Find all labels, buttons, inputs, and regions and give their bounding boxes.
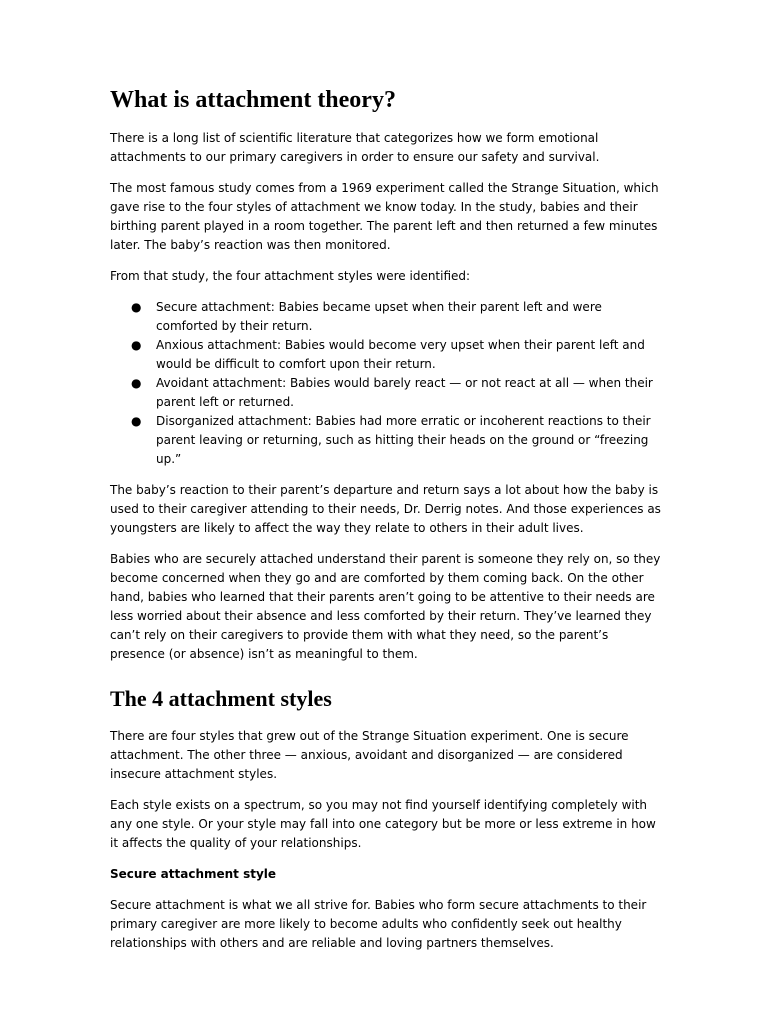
paragraph: There are four styles that grew out of the Strange Situation experiment. One is secure attachment. The other three — anxious, avoidant and disorganized — are considered insecure attachment styles. [110,729,629,781]
list-item [110,374,662,412]
paragraph: There is a long list of scientific literature that categorizes how we form emotional attachments to our primary caregivers in order to ensure our safety and survival. [110,131,600,164]
bullet-icon: ● [131,376,142,390]
subheading-secure-attachment: Secure attachment style [110,867,277,881]
list-item [110,336,662,374]
bullet-icon: ● [131,300,142,314]
paragraph: From that study, the four attachment styles were identified: [110,269,471,283]
heading-four-styles: The 4 attachment styles [110,686,332,711]
list-item-text: Secure attachment: Babies became upset when their parent left and were comforted by their return. [156,300,602,333]
paragraph: Secure attachment is what we all strive for. Babies who form secure attachments to their primary caregiver are more likely to become adults who confidently seek out healthy relationships with others and are reliable and loving partners themselves. [110,898,647,950]
paragraph: Babies who are securely attached understand their parent is someone they rely on, so they become concerned when they go and are comforted by them coming back. On the other hand, babies who learned that their parents aren’t going to be attentive to their needs are less worried about their absence and less comforted by their return. They’ve learned they can’t rely on their caregivers to provide them with what they need, so the parent’s presence (or absence) isn’t as meaningful to them. [110,552,661,661]
paragraph: The baby’s reaction to their parent’s departure and return says a lot about how the baby is used to their caregiver attending to their needs, Dr. Derrig notes. And those experiences as youngsters are likely to affect the way they relate to others in their adult lives. [110,483,661,535]
attachment-styles-list [110,298,662,469]
bullet-icon: ● [131,414,142,428]
paragraph: Each style exists on a spectrum, so you may not find yourself identifying completely with any one style. Or your style may fall into one category but be more or less extreme in how it affects the quality of your relationships. [110,798,656,850]
document-body [110,84,662,965]
paragraph: The most famous study comes from a 1969 experiment called the Strange Situation, which gave rise to the four styles of attachment we know today. In the study, babies and their birthing parent played in a room together. The parent left and then returned a few minutes later. The baby’s reaction was then monitored. [110,181,659,252]
list-item-text: Anxious attachment: Babies would become very upset when their parent left and would be difficult to comfort upon their return. [156,338,645,371]
bullet-icon: ● [131,338,142,352]
list-item-text: Avoidant attachment: Babies would barely react — or not react at all — when their parent left or returned. [156,376,653,409]
heading-attachment-theory: What is attachment theory? [110,87,396,113]
list-item [110,412,662,469]
list-item-text: Disorganized attachment: Babies had more erratic or incoherent reactions to their parent leaving or returning, such as hitting their heads on the ground or “freezing up.” [156,414,651,466]
list-item [110,298,662,336]
